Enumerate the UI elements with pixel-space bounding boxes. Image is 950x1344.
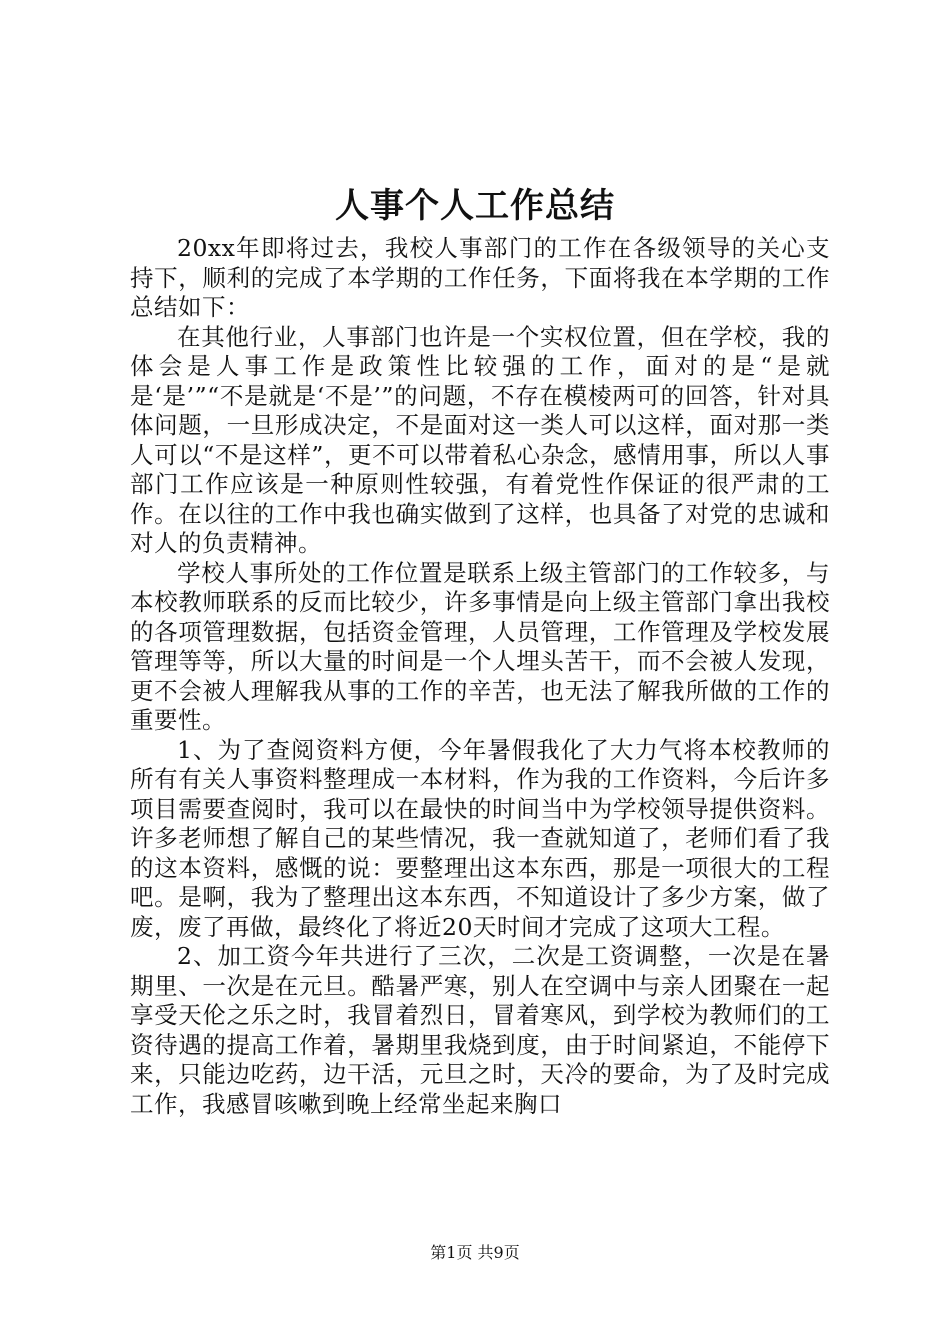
paragraph: 1、为了查阅资料方便，今年暑假我化了大力气将本校教师的所有有关人事资料整理成一本材料，作为我的工作资料，今后许多项目需要查阅时，我可以在最快的时间当中为学校领导提供资料。许多老师想了解自己的某些情况，我一查就知道了，老师们看了我的这本资料，感慨的说：要整理出这本东西，那是一项很大的工程吧。是啊，我为了整理出这本东西，不知道设计了多少方案，做了废，废了再做，最终化了将近20天时间才完成了这项大工程。 (130, 735, 830, 941)
paragraph: 学校人事所处的工作位置是联系上级主管部门的工作较多，与本校教师联系的反而比较少，许多事情是向上级主管部门拿出我校的各项管理数据，包括资金管理，人员管理，工作管理及学校发展管理等等，所以大量的时间是一个人埋头苦干，而不会被人发现，更不会被人理解我从事的工作的辛苦，也无法了解我所做的工作的重要性。 (130, 558, 830, 734)
paragraph: 在其他行业，人事部门也许是一个实权位置，但在学校，我的体会是人事工作是政策性比较强的工作，面对的是“是就是‘是’”“不是就是‘不是’”的问题，不存在模棱两可的回答，针对具体问题，一旦形成决定，不是面对这一类人可以这样，面对那一类人可以“不是这样”，更不可以带着私心杂念，感情用事，所以人事部门工作应该是一种原则性较强，有着党性作保证的很严肃的工作。在以往的工作中我也确实做到了这样，也具备了对党的忠诚和对人的负责精神。 (130, 322, 830, 557)
document-body (130, 234, 830, 1119)
paragraph: 2、加工资今年共进行了三次，二次是工资调整，一次是在暑期里、一次是在元旦。酷暑严寒，别人在空调中与亲人团聚在一起享受天伦之乐之时，我冒着烈日，冒着寒风，到学校为教师们的工资待遇的提高工作着，暑期里我烧到度，由于时间紧迫，不能停下来，只能边吃药，边干活，元旦之时，天冷的要命，为了及时完成工作，我感冒咳嗽到晚上经常坐起来胸口 (130, 942, 830, 1118)
document-title: 人事个人工作总结 (335, 186, 615, 226)
paragraph: 20xx年即将过去，我校人事部门的工作在各级领导的关心支持下，顺利的完成了本学期的工作任务，下面将我在本学期的工作总结如下： (130, 234, 830, 321)
page-number-footer: 第1页 共9页 (430, 1243, 520, 1262)
